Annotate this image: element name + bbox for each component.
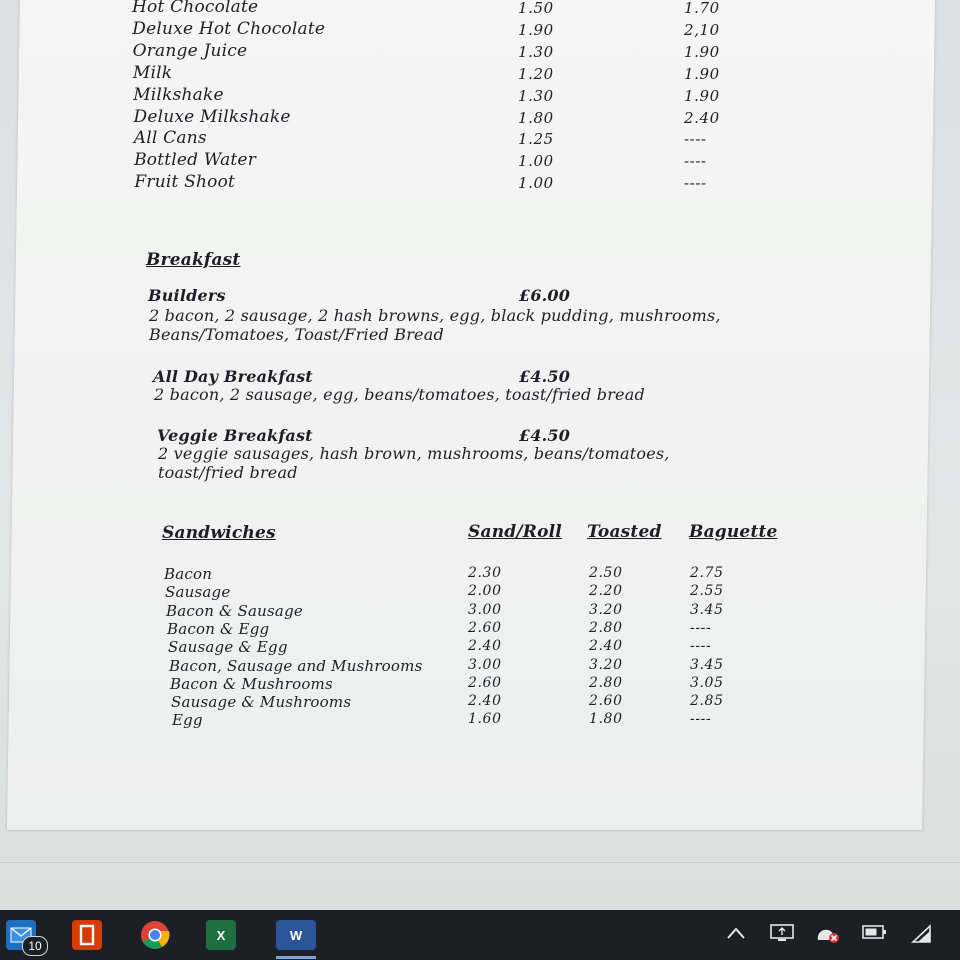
display-icon[interactable] xyxy=(770,924,794,947)
sandwich-column-header: Sand/Roll xyxy=(468,522,562,542)
sandwich-name: Bacon & Egg xyxy=(167,619,270,638)
excel-letter: X xyxy=(216,927,226,943)
drink-name: Orange Juice xyxy=(132,40,248,61)
sandwich-toasted-price: 2.80 xyxy=(589,619,623,636)
drink-name: Bottled Water xyxy=(134,150,257,171)
network-error-icon[interactable] xyxy=(815,924,841,949)
sandwich-sand-price: 2.40 xyxy=(468,693,502,710)
office-app-icon[interactable] xyxy=(72,920,102,950)
taskbar xyxy=(0,910,960,960)
drink-regular-price: 1.30 xyxy=(518,86,554,105)
sandwich-toasted-price: 2.20 xyxy=(589,583,623,600)
sandwich-sand-price: 3.00 xyxy=(468,601,502,618)
mail-unread-badge: 10 xyxy=(22,936,48,956)
drink-regular-price: 1.90 xyxy=(518,20,554,39)
drink-large-price: ---- xyxy=(684,130,707,149)
sandwich-name: Egg xyxy=(172,711,203,730)
breakfast-item-price: £4.50 xyxy=(519,426,571,445)
breakfast-item-price: £4.50 xyxy=(519,367,571,386)
drink-large-price: 2,10 xyxy=(684,20,720,39)
sandwich-baguette-price: 3.45 xyxy=(690,601,724,618)
sandwich-baguette-price: 3.45 xyxy=(690,656,724,673)
drink-name: Hot Chocolate xyxy=(132,0,259,17)
sandwich-name: Sausage & Egg xyxy=(168,638,288,657)
drink-regular-price: 1.00 xyxy=(518,174,554,193)
sandwich-toasted-price: 3.20 xyxy=(589,656,623,673)
drink-large-price: ---- xyxy=(684,152,707,171)
breakfast-item-name: All Day Breakfast xyxy=(153,367,313,386)
breakfast-heading: Breakfast xyxy=(146,250,241,270)
drink-large-price: ---- xyxy=(684,174,707,193)
excel-app-icon[interactable] xyxy=(206,920,236,950)
sandwich-toasted-price: 2.40 xyxy=(589,638,623,655)
drink-name: Deluxe Hot Chocolate xyxy=(132,18,326,39)
sandwich-baguette-price: ---- xyxy=(690,638,712,655)
sandwich-column-header: Toasted xyxy=(587,522,662,542)
breakfast-item-desc: 2 veggie sausages, hash brown, mushrooms, beans/tomatoes, toast/fried bread xyxy=(158,444,670,482)
breakfast-item-desc: 2 bacon, 2 sausage, egg, beans/tomatoes, toast/fried bread xyxy=(154,385,645,404)
sandwich-column-header: Baguette xyxy=(689,522,778,542)
breakfast-item-price: £6.00 xyxy=(519,286,571,305)
drink-name: Deluxe Milkshake xyxy=(133,106,291,127)
sandwich-sand-price: 2.40 xyxy=(468,638,502,655)
drink-name: Fruit Shoot xyxy=(134,172,236,193)
sandwich-sand-price: 2.00 xyxy=(468,583,502,600)
drink-regular-price: 1.20 xyxy=(518,64,554,83)
chevron-up-icon[interactable] xyxy=(726,924,746,945)
sandwich-toasted-price: 2.60 xyxy=(589,693,623,710)
word-app-icon[interactable] xyxy=(276,920,316,950)
battery-icon[interactable] xyxy=(862,924,888,945)
sandwich-baguette-price: 2.85 xyxy=(690,693,724,710)
drink-regular-price: 1.50 xyxy=(518,0,554,17)
sandwich-toasted-price: 1.80 xyxy=(589,711,623,728)
word-active-indicator xyxy=(276,956,316,959)
drink-regular-price: 1.80 xyxy=(518,108,554,127)
sandwich-sand-price: 1.60 xyxy=(468,711,502,728)
sandwich-baguette-price: ---- xyxy=(690,619,712,636)
sandwich-toasted-price: 2.80 xyxy=(589,674,623,691)
drink-large-price: 1.70 xyxy=(684,0,720,17)
sandwich-toasted-price: 3.20 xyxy=(589,601,623,618)
sandwiches-heading: Sandwiches xyxy=(162,523,276,543)
sandwich-toasted-price: 2.50 xyxy=(589,565,623,581)
sandwich-sand-price: 2.30 xyxy=(468,565,502,581)
sandwich-baguette-price: 2.75 xyxy=(690,565,724,581)
sandwich-baguette-price: ---- xyxy=(690,711,712,728)
sandwich-name: Bacon & Mushrooms xyxy=(170,674,333,693)
drink-regular-price: 1.30 xyxy=(518,42,554,61)
drink-name: Milk xyxy=(132,62,173,83)
sandwich-sand-price: 3.00 xyxy=(468,656,502,673)
drink-name: All Cans xyxy=(133,128,207,149)
drink-regular-price: 1.00 xyxy=(518,152,554,171)
sandwich-sand-price: 2.60 xyxy=(468,674,502,691)
wifi-icon[interactable] xyxy=(910,924,934,949)
sandwich-baguette-price: 2.55 xyxy=(690,583,724,600)
chrome-app-icon[interactable] xyxy=(140,920,170,950)
sandwich-name: Bacon xyxy=(164,565,213,583)
sandwich-name: Sausage xyxy=(165,583,231,602)
word-letter: W xyxy=(289,927,303,943)
breakfast-item-name: Veggie Breakfast xyxy=(157,426,313,445)
sandwich-name: Bacon & Sausage xyxy=(166,601,303,620)
breakfast-item-desc: 2 bacon, 2 sausage, 2 hash browns, egg, black pudding, mushrooms, Beans/Tomatoes, Toast/Fried Bread xyxy=(149,306,721,344)
drink-large-price: 1.90 xyxy=(684,64,720,83)
sandwich-baguette-price: 3.05 xyxy=(690,674,724,691)
sandwich-sand-price: 2.60 xyxy=(468,619,502,636)
drink-large-price: 1.90 xyxy=(684,86,720,105)
drink-large-price: 2.40 xyxy=(684,108,720,127)
sandwich-name: Bacon, Sausage and Mushrooms xyxy=(169,656,423,675)
sandwich-name: Sausage & Mushrooms xyxy=(171,693,352,712)
drink-regular-price: 1.25 xyxy=(518,130,554,149)
page-divider xyxy=(0,862,960,863)
breakfast-item-name: Builders xyxy=(148,286,226,305)
drink-large-price: 1.90 xyxy=(684,42,720,61)
drink-name: Milkshake xyxy=(133,84,224,105)
